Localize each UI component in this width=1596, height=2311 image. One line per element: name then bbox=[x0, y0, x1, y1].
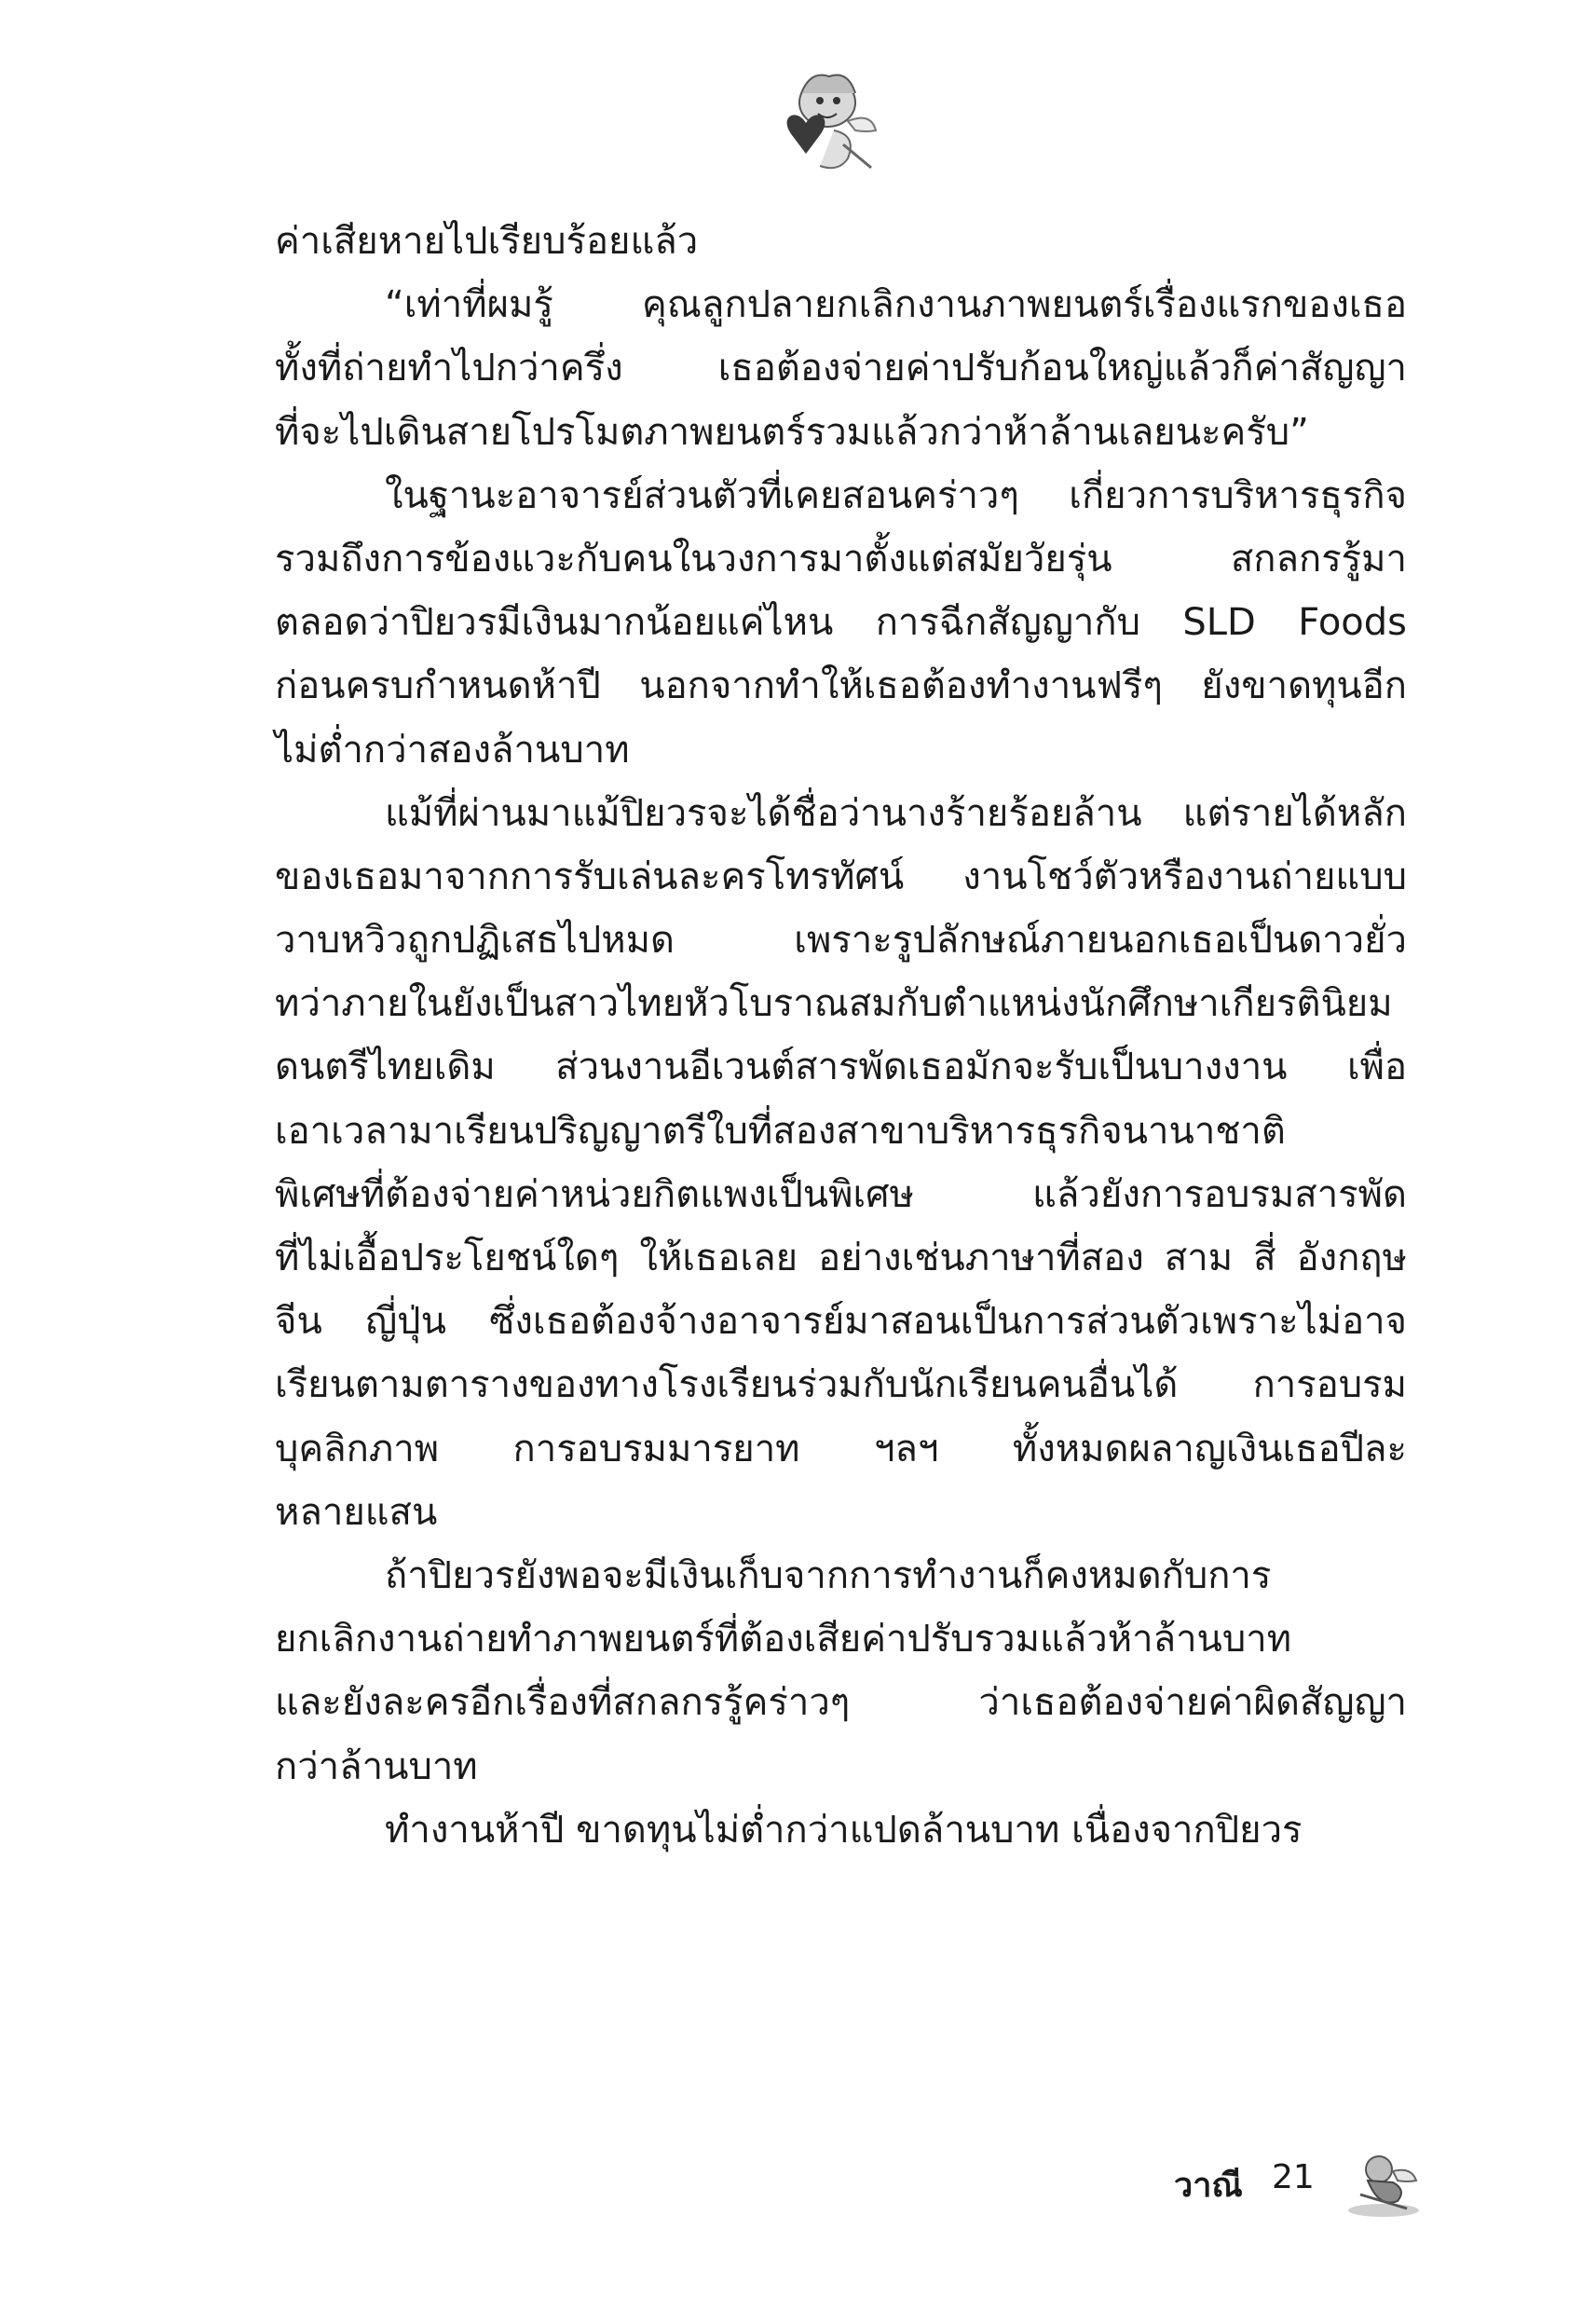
book-title: วาณี bbox=[1174, 2167, 1243, 2205]
text-line: ของเธอมาจากการรับเล่นละครโทรทัศน์ งานโชว์ตัวหรืองานถ่ายแบบ bbox=[275, 855, 1407, 898]
body-text bbox=[275, 210, 1407, 1862]
text-line: ดนตรีไทยเดิม ส่วนงานอีเวนต์สารพัดเธอมักจะรับเป็นบางงาน เพื่อ bbox=[275, 1046, 1407, 1089]
cupid-heart-ornament bbox=[755, 56, 885, 186]
paragraph bbox=[275, 273, 1407, 464]
cupid-ornament-footer bbox=[1342, 2143, 1425, 2218]
text-line: เรียนตามตารางของทางโรงเรียนร่วมกับนักเรียนคนอื่นได้ การอบรม bbox=[275, 1363, 1407, 1407]
text-line: ตลอดว่าปิยวรมีเงินมากน้อยแค่ไหน การฉีกสัญญากับ SLD Foods bbox=[275, 601, 1407, 645]
text-line: ยกเลิกงานถ่ายทำภาพยนตร์ที่ต้องเสียค่าปรับรวมแล้วห้าล้านบาท bbox=[275, 1618, 1292, 1661]
text-line: จีน ญี่ปุ่น ซึ่งเธอต้องจ้างอาจารย์มาสอนเป็นการส่วนตัวเพราะไม่อาจ bbox=[275, 1300, 1407, 1344]
page-footer bbox=[1174, 2143, 1435, 2218]
text-line: ในฐานะอาจารย์ส่วนตัวที่เคยสอนคร่าวๆ เกี่ยวการบริหารธุรกิจ bbox=[385, 473, 1407, 517]
paragraph bbox=[275, 1798, 1407, 1862]
text-line: ค่าเสียหายไปเรียบร้อยแล้ว bbox=[275, 220, 699, 263]
text-line: ทำงานห้าปี ขาดทุนไม่ต่ำกว่าแปดล้านบาท เนื่องจากปิยวร bbox=[385, 1808, 1303, 1852]
text-line: ทว่าภายในยังเป็นสาวไทยหัวโบราณสมกับตำแหน่งนักศึกษาเกียรตินิยม bbox=[275, 982, 1393, 1026]
text-line: ก่อนครบกำหนดห้าปี นอกจากทำให้เธอต้องทำงานฟรีๆ ยังขาดทุนอีก bbox=[275, 664, 1407, 708]
text-line: ทั้งที่ถ่ายทำไปกว่าครึ่ง เธอต้องจ่ายค่าปรับก้อนใหญ่แล้วก็ค่าสัญญา bbox=[275, 347, 1407, 390]
text-line: รวมถึงการข้องแวะกับคนในวงการมาตั้งแต่สมัยวัยรุ่น สกลกรรู้มา bbox=[275, 537, 1407, 581]
text-line: ที่จะไปเดินสายโปรโมตภาพยนตร์รวมแล้วกว่าห้าล้านเลยนะครับ” bbox=[275, 410, 1309, 454]
paragraph bbox=[275, 1544, 1407, 1798]
paragraph bbox=[275, 464, 1407, 782]
text-line: วาบหวิวถูกปฏิเสธไปหมด เพราะรูปลักษณ์ภายนอกเธอเป็นดาวยั่ว bbox=[275, 919, 1407, 963]
text-line: และยังละครอีกเรื่องที่สกลกรรู้คร่าวๆ ว่าเธอต้องจ่ายค่าผิดสัญญา bbox=[275, 1681, 1407, 1725]
text-line: ไม่ต่ำกว่าสองล้านบาท bbox=[275, 728, 630, 772]
text-line: “เท่าที่ผมรู้ คุณลูกปลายกเลิกงานภาพยนตร์เรื่องแรกของเธอ bbox=[385, 283, 1407, 327]
text-line: บุคลิกภาพ การอบรมมารยาท ฯลฯ ทั้งหมดผลาญเงินเธอปีละ bbox=[275, 1427, 1407, 1470]
text-line: ถ้าปิยวรยังพอจะมีเงินเก็บจากการทำงานก็คงหมดกับการ bbox=[385, 1553, 1272, 1597]
page-number: 21 bbox=[1272, 2158, 1315, 2196]
text-line: แม้ที่ผ่านมาแม้ปิยวรจะได้ชื่อว่านางร้ายร้อยล้าน แต่รายได้หลัก bbox=[385, 791, 1407, 835]
text-line: กว่าล้านบาท bbox=[275, 1744, 478, 1788]
paragraph bbox=[275, 210, 1407, 273]
text-line: หลายแสน bbox=[275, 1490, 438, 1534]
text-line: พิเศษที่ต้องจ่ายค่าหน่วยกิตแพงเป็นพิเศษ แล้วยังการอบรมสารพัด bbox=[275, 1172, 1407, 1216]
paragraph bbox=[275, 782, 1407, 1544]
text-line: เอาเวลามาเรียนปริญญาตรีใบที่สองสาขาบริหารธุรกิจนานาชาติ bbox=[275, 1109, 1286, 1153]
text-line: ที่ไม่เอื้อประโยชน์ใดๆ ให้เธอเลย อย่างเช่นภาษาที่สอง สาม สี่ อังกฤษ bbox=[275, 1237, 1407, 1279]
